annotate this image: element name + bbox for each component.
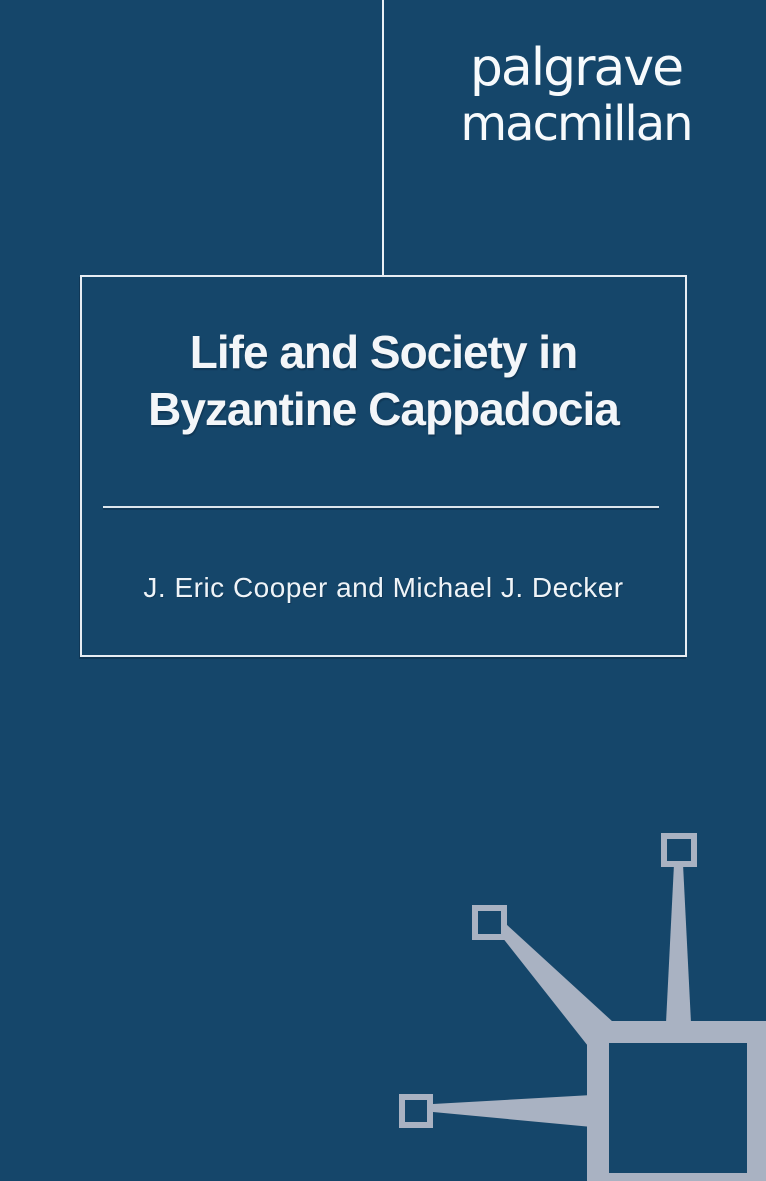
ornament-spoke-horizontal [433,1095,592,1127]
top-vertical-rule [382,0,384,277]
logo-line-macmillan: macmillan [460,96,692,152]
palgrave-connections-ornament-icon [380,815,766,1181]
book-title [82,277,685,438]
publisher-logo [386,38,766,150]
ornament-small-square-top-hole [667,839,691,861]
ornament-small-square-mid-hole [478,911,501,934]
title-divider [103,506,659,508]
logo-line-palgrave: palgrave [469,38,683,98]
title-box [80,275,687,657]
book-authors: J. Eric Cooper and Michael J. Decker [143,572,624,603]
ornament-small-square-bottom-hole [405,1100,427,1122]
ornament-large-square [587,1021,766,1181]
title-line-2: Byzantine Cappadocia [148,383,619,435]
ornament-spoke-vertical [666,864,691,1023]
title-line-1: Life and Society in [189,326,578,378]
